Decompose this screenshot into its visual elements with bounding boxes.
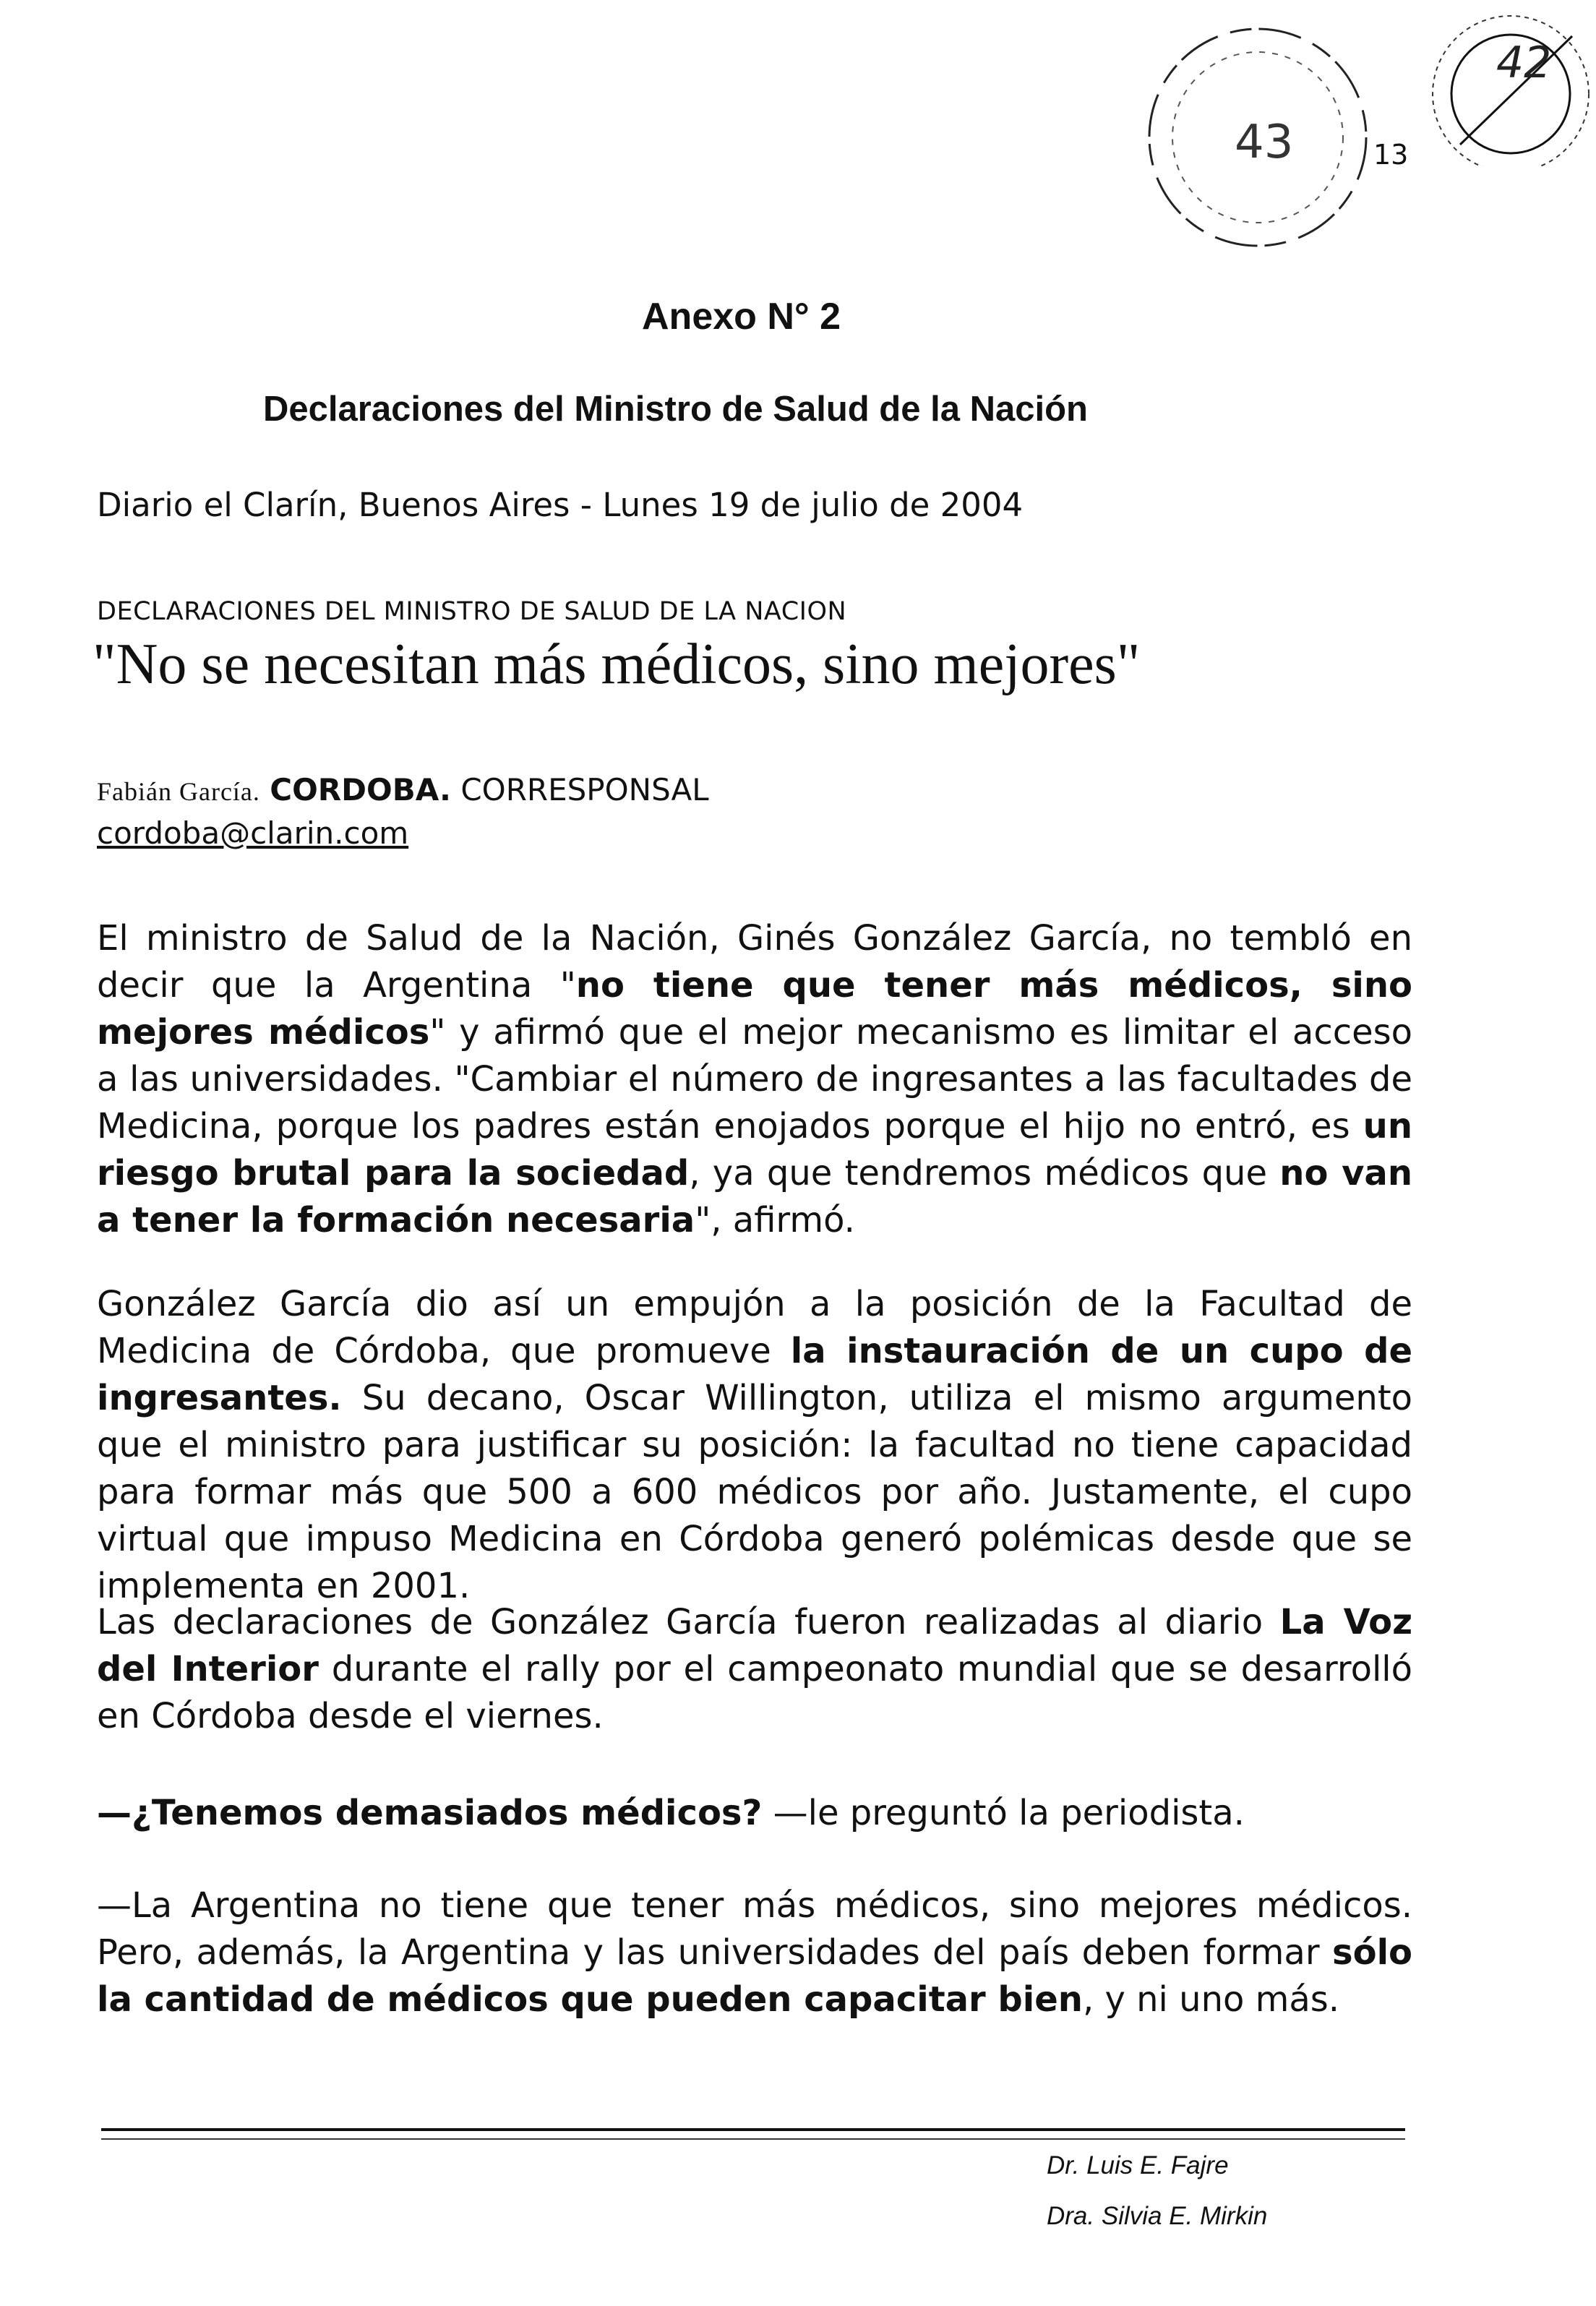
byline <box>97 772 709 807</box>
paragraph-1 <box>97 915 1412 1244</box>
paragraph-3 <box>97 1599 1412 1740</box>
annex-title: Anexo N° 2 <box>642 296 841 338</box>
p3-bold-b: La Voz del Interior <box>97 1602 1413 1689</box>
p2-text-c: Su decano, Oscar Willington, utiliza el mismo argumento que el ministro para justificar su posición: la facultad no tiene capacidad para formar más que 500 a 600 médicos por año. Justamente, el cupo virtual que impuso Medicina en Córdoba generó polémicas desde que se implementa en 2001. <box>97 1378 1412 1606</box>
p2-bold-b: la instauración de un cupo de ingresantes. <box>97 1331 1412 1418</box>
p1-text-c: " y afirmó que el mejor mecanismo es limitar el acceso a las universidades. "Cambiar el número de ingresantes a las facultades de Medicina, porque los padres están enojados porque el hijo no entró, es <box>97 1012 1413 1146</box>
author-name: Fabián García. <box>97 777 260 806</box>
p5-bold-b: sólo la cantidad de médicos que pueden capacitar bien <box>97 1932 1412 2020</box>
p1-bold-f: no van a tener la formación necesaria <box>97 1153 1412 1240</box>
footer-rule-thin <box>101 2138 1405 2140</box>
article-headline: "No se necesitan más médicos, sino mejores" <box>93 633 1141 696</box>
paragraph-4 <box>97 1790 1412 1837</box>
signer-1: Dr. Luis E. Fajre <box>1047 2151 1229 2179</box>
p4-text-b: —le preguntó la periodista. <box>762 1793 1245 1833</box>
p4-bold-a: —¿Tenemos demasiados médicos? <box>97 1793 763 1833</box>
document-title: Declaraciones del Ministro de Salud de la Nación <box>263 390 1088 429</box>
p5-text-a: —La Argentina no tiene que tener más médicos, sino mejores médicos. Pero, además, la Argentina y las universidades del país deben formar <box>97 1885 1412 1973</box>
p1-text-g: ", afirmó. <box>695 1200 855 1240</box>
author-city: CORDOBA. <box>270 772 451 807</box>
section-label: DECLARACIONES DEL MINISTRO DE SALUD DE LA NACION <box>97 597 847 626</box>
folio-printed-number: 13 <box>1373 139 1409 171</box>
footer-rule-thick <box>101 2128 1405 2131</box>
p3-text-a: Las declaraciones de González García fueron realizadas al diario <box>97 1602 1280 1642</box>
author-email: cordoba@clarin.com <box>97 815 409 851</box>
paragraph-5 <box>97 1882 1412 2023</box>
right-stamp-handwritten-number: 42 <box>1496 38 1552 88</box>
p1-text-a: El ministro de Salud de la Nación, Ginés González García, no tembló en decir que la Argentina " <box>97 918 1412 1006</box>
p1-bold-d: un riesgo brutal para la sociedad <box>97 1106 1412 1193</box>
author-role: CORRESPONSAL <box>460 772 709 807</box>
p2-text-a: González García dio así un empujón a la posición de la Facultad de Medicina de Córdoba, que promueve <box>97 1284 1412 1371</box>
p5-text-c: , y ni uno más. <box>1082 1979 1340 2020</box>
folio-handwritten-number: 43 <box>1235 116 1294 169</box>
p3-text-c: durante el rally por el campeonato mundial que se desarrolló en Córdoba desde el viernes. <box>97 1649 1412 1736</box>
p1-bold-b: no tiene que tener más médicos, sino mejores médicos <box>97 965 1412 1053</box>
p1-text-e: , ya que tendremos médicos que <box>689 1153 1280 1193</box>
source-line: Diario el Clarín, Buenos Aires - Lunes 19 de julio de 2004 <box>97 486 1024 524</box>
signer-2: Dra. Silvia E. Mirkin <box>1047 2202 1268 2230</box>
paragraph-2 <box>97 1281 1412 1610</box>
